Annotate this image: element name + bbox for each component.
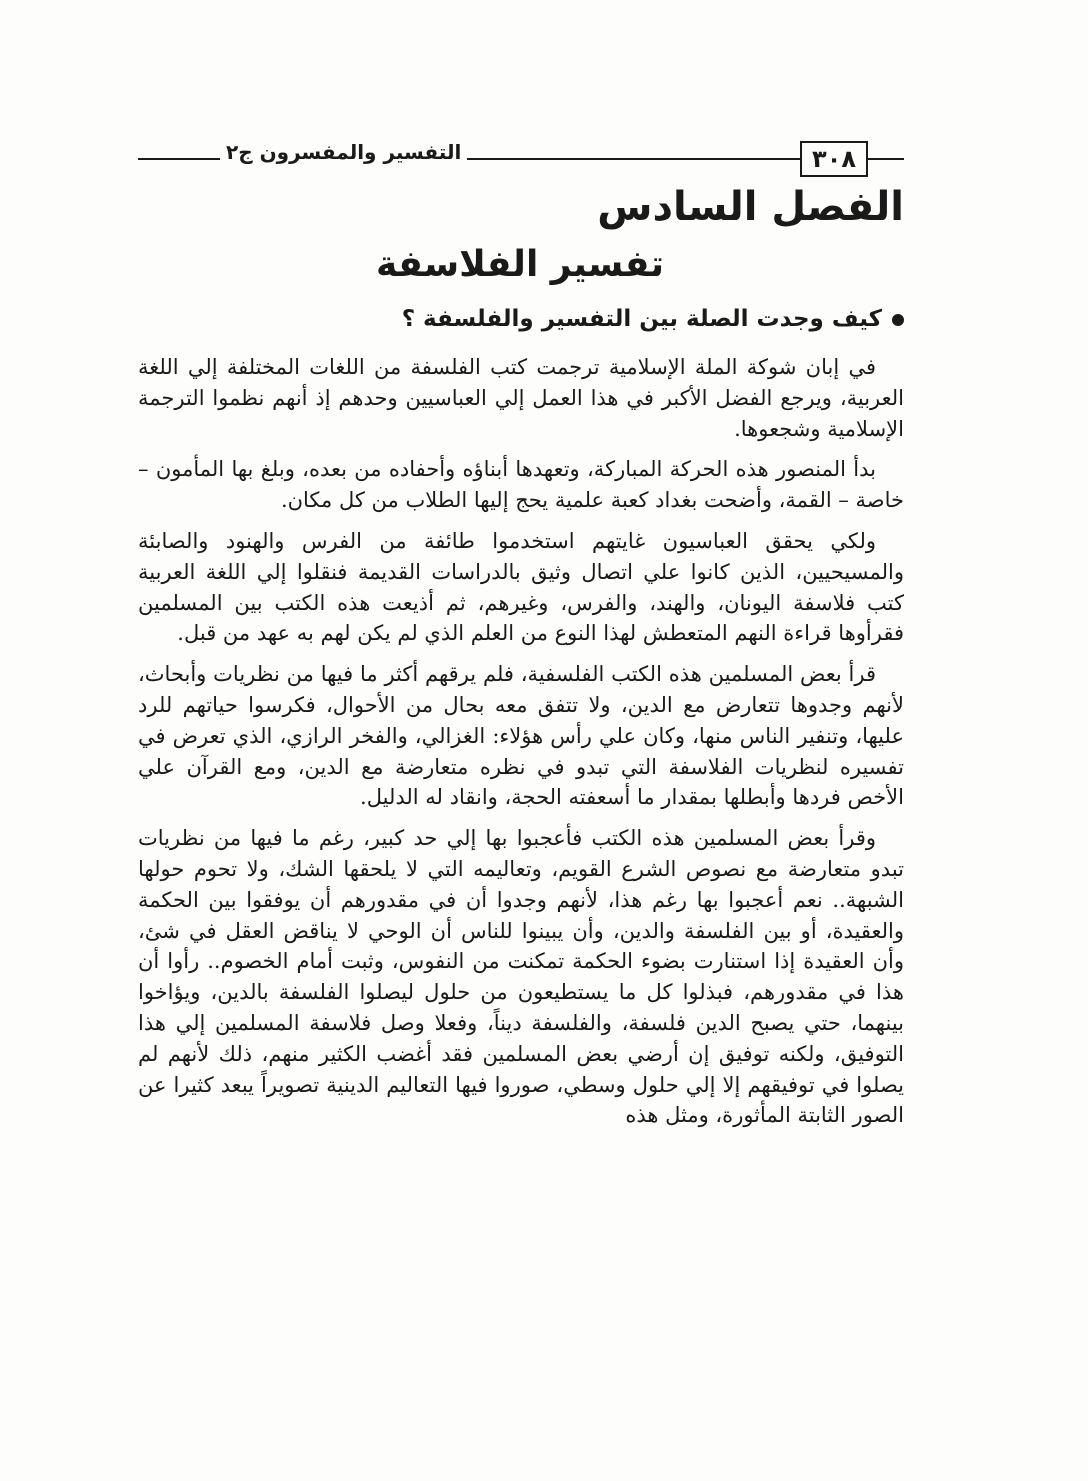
bullet-icon bbox=[892, 314, 904, 326]
book-title: التفسير والمفسرون ج٢ bbox=[220, 140, 467, 164]
paragraph-3: ولكي يحقق العباسيون غايتهم استخدموا طائفة من الفرس والهنود والصابئة والمسيحيين، الذين كانوا علي اتصال وثيق بالدراسات القديمة فنقلوا إلي اللغة العربية كتب فلاسفة اليونان، والهند، والفرس، وغيرهم، ثم أذيعت هذه الكتب بين المسلمين فقرأوها قراءة النهم المتعطش لهذا النوع من العلم الذي لم يكن لهم به عهد من قبل. bbox=[138, 528, 904, 646]
question-text: كيف وجدت الصلة بين التفسير والفلسفة ؟ bbox=[401, 306, 882, 332]
body-text bbox=[138, 352, 904, 1141]
page-number: ٣٠٨ bbox=[800, 141, 868, 177]
question-heading bbox=[402, 306, 904, 332]
running-header bbox=[138, 138, 904, 178]
paragraph-1: في إبان شوكة الملة الإسلامية ترجمت كتب الفلسفة من اللغات المختلفة إلي اللغة العربية، ويرجع الفضل الأكبر في هذا العمل إلي العباسيين وحدهم إذ أنهم نظموا الترجمة الإسلامية وشجعوها. bbox=[138, 355, 904, 441]
chapter-title: الفصل السادس bbox=[597, 184, 904, 230]
paragraph-2: بدأ المنصور هذه الحركة المباركة، وتعهدها أبناؤه وأحفاده من بعده، وبلغ بها المأمون – خاصة – القمة، وأضحت بغداد كعبة علمية يحج إليها الطلاب من كل مكان. bbox=[138, 457, 904, 513]
section-title: تفسير الفلاسفة bbox=[376, 244, 664, 285]
paragraph-5: وقرأ بعض المسلمين هذه الكتب فأعجبوا بها إلي حد كبير، رغم ما فيها من نظريات تبدو متعارضة مع نصوص الشرع القويم، وتعاليمه التي لا يلحقها الشك، ولا تحوم حولها الشبهة.. نعم أعجبوا بها رغم هذا، لأنهم وجدوا أن في مقدورهم أن يوفقوا بين الحكمة والعقيدة، أو بين الفلسفة والدين، وأن يبينوا للناس أن الوحي لا يناقض العقل في شئ، وأن العقيدة إذا استنارت بضوء الحكمة تمكنت من النفوس، وثبت أمام الخصوم.. رأوا أن هذا في مقدورهم، فبذلوا كل ما يستطيعون من حلول ليصلوا الفلسفة بالدين، ويؤاخوا بينهما، حتي يصبح الدين فلسفة، والفلسفة ديناً، وفعلا وصل فلاسفة المسلمين إلي هذا التوفيق، ولكنه توفيق إن أرضي بعض المسلمين فقد أغضب الكثير منهم، ذلك لأنهم لم يصلوا في توفيقهم إلا إلي حلول وسطي، صوروا فيها التعاليم الدينية تصويراً يبعد كثيرا عن الصور الثابتة المأثورة، ومثل هذه bbox=[138, 826, 904, 1128]
paragraph-4: قرأ بعض المسلمين هذه الكتب الفلسفية، فلم يرقهم أكثر ما فيها من نظريات وأبحاث، لأنهم وجدوها تتعارض مع الدين، ولا تتفق معه بحال من الأحوال، فكرسوا حياتهم للرد عليها، وتنفير الناس منها، وكان علي رأس هؤلاء: الغزالي، والفخر الرازي، الذي تعرض في تفسيره لنظريات الفلاسفة التي تبدو في نظره متعارضة مع الدين، ومع القرآن علي الأخص فردها وأبطلها بمقدار ما أسعفته الحجة، وانقاد له الدليل. bbox=[138, 662, 904, 810]
